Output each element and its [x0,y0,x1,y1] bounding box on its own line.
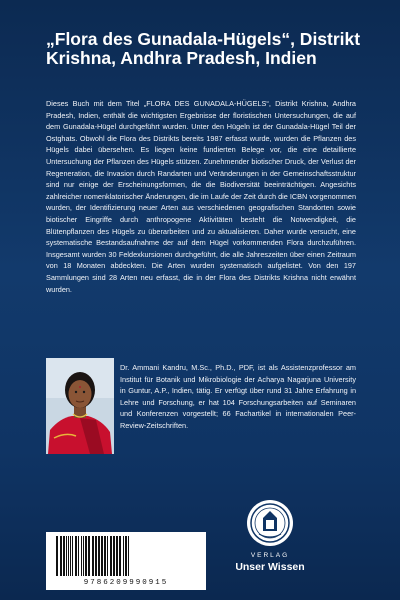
barcode-bar [56,536,58,576]
barcode-bar [72,536,73,576]
author-photo [46,358,114,454]
barcode-bar [123,536,124,576]
publisher-verlag-label: VERLAG [250,552,290,559]
barcode-bar [85,536,87,576]
book-description: Dieses Buch mit dem Titel „FLORA DES GUNADALA-HÜGELS“, Distrikt Krishna, Andhra Pradesh, Indien, enthält die wichtigsten Ergebnisse der floristischen Untersuchungen, die auf dem Gunadala-Hügel durchgeführt wurden. Unter den Hügeln ist der Gunadala-Hügel Teil der Ostghats. Obwohl die Flora des Distrikts bereits 1987 erfasst wurde, wurden die Pflanzen des Hügels dabei übersehen. Es liegen keine fundierten Belege vor, die eine detaillierte Untersuchung der Pflanzen des Hügels stützen. Zunehmender biotischer Druck, der Verlust der Regeneration, die Invasion durch Randarten und Veränderungen in der Gemeinschaftsstruktur sind nur einige der Erscheinungsformen, die die Biodiversität beeinträchtigen. Angesichts zahlreicher nomenklatorischer Änderungen, die im Laufe der Zeit durch die ICBN vorgenommen wurden, der Identifizierung neuer Arten aus verschiedenen geografischen Standorten sowie biotischer Eingriffe durch anthropogene Aktivitäten besteht die Notwendigkeit, die Blütenpflanzen des Hügels zu überarbeiten und zu aktualisieren. Daher wurde versucht, eine systematische Bestandsaufnahme der auf dem Hügel vorkommenden Flora durchzuführen. Insgesamt wurden 30 Feldexkursionen durchgeführt, die alle Jahreszeiten über einen Zeitraum von 18 Monaten abdeckten. Die Arten wurden systematisch aufgelistet. Von den 197 Sammlungen sind 28 Arten neu erfasst, die in der Flora des Distrikts Krishna nicht erwähnt wurden. [46,99,356,294]
barcode-bar [78,536,79,576]
barcode-bar [113,536,115,576]
barcode-bar [101,536,103,576]
barcode [46,532,206,590]
barcode-bar [68,536,69,576]
barcode-bar [116,536,118,576]
publisher-logo-icon [245,498,295,548]
barcode-bar [60,536,62,576]
barcode-bar [128,536,129,576]
author-biography: Dr. Ammani Kandru, M.Sc., Ph.D., PDF, ist als Assistenzprofessor am Institut für Botanik und Mikrobiologie der Acharya Nagarjuna University in Guntur, A.P., Indien, tätig. Er verfügt über rund 31 Jahre Erfahrung in Lehre und Forschung, er hat 104 Forschungsarbeiten auf Seminaren und Konferenzen vorgestellt; 66 Fachartikel in internationalen Peer-Review-Zeitschriften. [120,363,356,430]
barcode-bars-icon [46,536,206,582]
book-title: „Flora des Gunadala-Hügels“, Distrikt Krishna, Andhra Pradesh, Indien [46,29,361,68]
barcode-bar [70,536,71,576]
barcode-bar [88,536,90,576]
barcode-number: 9786209990915 [83,579,169,587]
barcode-bar [98,536,100,576]
publisher-name: Unser Wissen [235,561,305,573]
barcode-bar [63,536,65,576]
barcode-bar [81,536,82,576]
barcode-bar [92,536,94,576]
barcode-bar [95,536,97,576]
barcode-bar [119,536,121,576]
barcode-bar [104,536,106,576]
barcode-bar [125,536,127,576]
barcode-bar [107,536,108,576]
barcode-bar [75,536,77,576]
barcode-bar [110,536,112,576]
barcode-bar [83,536,84,576]
barcode-bar [66,536,67,576]
author-portrait-image [46,358,114,454]
